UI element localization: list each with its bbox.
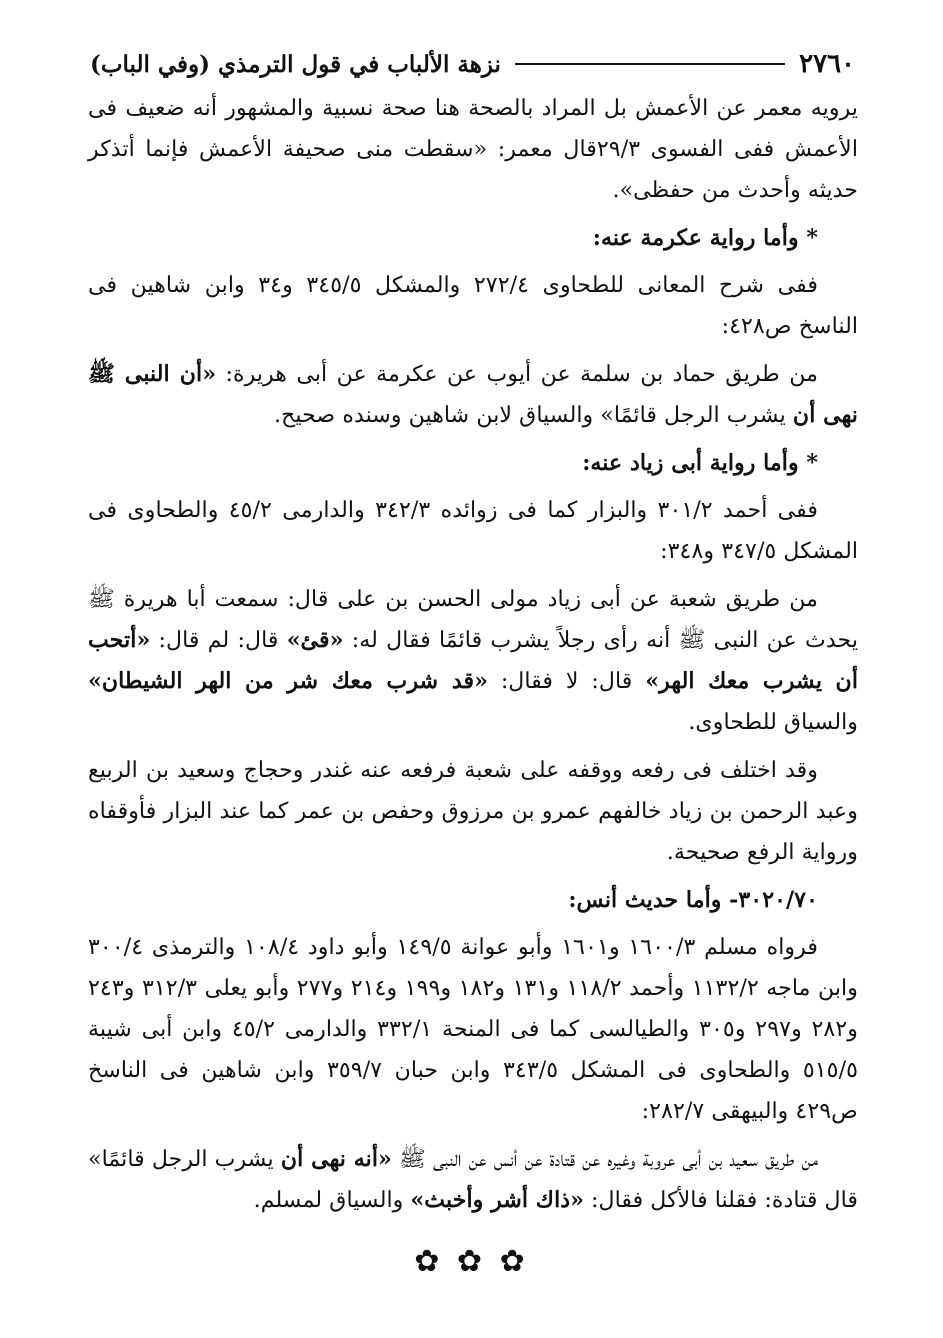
paragraph-7: فرواه مسلم ١٦٠٠/٣ و١٦٠١ وأبو عوانة ١٤٩/٥ وأبو داود ١٠٨/٤ والترمذى ٣٠٠/٤ وابن ماجه ١١٣٢/٢ وأحمد ١١٨/٢ و١٣١ و١٨٢ و١٩٩ و٢١٤ و٢٧٧ وأبو يعلى ٣١٢/٣ و٢٤٣ و٢٨٢ و٢٩٧ و٣٠٥ والطيالسى كما فى المنحة ٣٣٢/١ والدارمى ٤٥/٢ وابن أبى شيبة ٥١٥/٥ والطحاوى فى المشكل ٣٤٣/٥ وابن حبان ٣٥٩/٧ وابن شاهين فى الناسخ ص٤٢٩ والبيهقى ٢٨٢/٧: <box>88 934 858 1124</box>
text-run: والسياق لمسلم. <box>253 1187 411 1213</box>
running-title: نزهة الألباب في قول الترمذي (وفي الباب) <box>90 50 501 78</box>
text-run: يشرب الرجل قائمًا» والسياق لابن شاهين وسنده صحيح. <box>274 402 793 428</box>
paragraph-4: ففى أحمد ٣٠١/٢ والبزار كما فى زوائده ٣٤٢/٣ والدارمى ٤٥/٢ والطحاوى فى المشكل ٣٤٧/٥ و٣٤٨: <box>88 497 858 564</box>
text-run: قال: لا فقال: <box>487 668 646 694</box>
hadith-quote: «قئ» <box>286 627 344 653</box>
heading-anas: ٣٠٢٠/٧٠- وأما حديث أنس: <box>568 887 818 913</box>
text-run: من طريق سعيد بن أبى عروبة وغيره عن قتادة عن أنس عن النبى ﷺ <box>391 1146 818 1172</box>
hadith-quote: «أتحب أن يشرب معك الهر» <box>88 627 859 694</box>
text-run: والسياق للطحاوى. <box>688 709 858 735</box>
paragraph-3 <box>88 354 858 436</box>
paragraph-1: يرويه معمر عن الأعمش بل المراد بالصحة هنا صحة نسبية والمشهور أنه ضعيف فى الأعمش ففى الفسوى ٢٩/٣قال معمر: «سقطت منى صحيفة الأعمش فإنما أتذكر حديثه وأحدث من حفظى». <box>88 95 858 203</box>
page-body <box>88 88 858 1228</box>
hadith-quote: «أنه نهى أن <box>280 1146 392 1172</box>
header-rule <box>515 63 785 65</box>
text-run: من طريق شعبة عن أبى زياد مولى الحسن بن على قال: سمعت أبا هريرة ﷺ يحدث عن النبى ﷺ أنه رأى رجلاً يشرب قائمًا فقال له: <box>88 586 858 653</box>
text-run: يشرب الرجل قائمًا» قال قتادة: فقلنا فالأكل فقال: <box>88 1146 858 1213</box>
paragraph-5 <box>88 579 858 743</box>
page-header <box>90 44 855 84</box>
hadith-quote: «ذاك أشر وأخبث» <box>410 1187 584 1213</box>
paragraph-8 <box>88 1139 858 1221</box>
hadith-quote: «أن النبى ﷺ نهى أن <box>88 361 858 428</box>
heading-abi-ziyad: * وأما رواية أبى زياد عنه: <box>582 450 818 476</box>
text-run: من طريق حماد بن سلمة عن أيوب عن عكرمة عن أبى هريرة: <box>216 361 818 387</box>
paragraph-6: وقد اختلف فى رفعه ووقفه على شعبة فرفعه عنه غندر وحجاج وسعيد بن الربيع وعبد الرحمن بن زياد خالفهم عمرو بن مرزوق وحفص بن عمر كما عند البزار فأوقفاه ورواية الرفع صحيحة. <box>88 757 858 865</box>
section-end-ornament: ✿ ✿ ✿ <box>414 1244 529 1279</box>
hadith-quote: «قد شرب معك شر من الهر الشيطان» <box>88 668 488 694</box>
text-run: قال: لم قال: <box>150 627 287 653</box>
heading-ikrima: * وأما رواية عكرمة عنه: <box>592 225 818 251</box>
page-number: ٢٧٦٠ <box>799 49 855 79</box>
paragraph-2: ففى شرح المعانى للطحاوى ٢٧٢/٤ والمشكل ٣٤٥/٥ و٣٤ وابن شاهين فى الناسخ ص٤٢٨: <box>88 272 858 339</box>
